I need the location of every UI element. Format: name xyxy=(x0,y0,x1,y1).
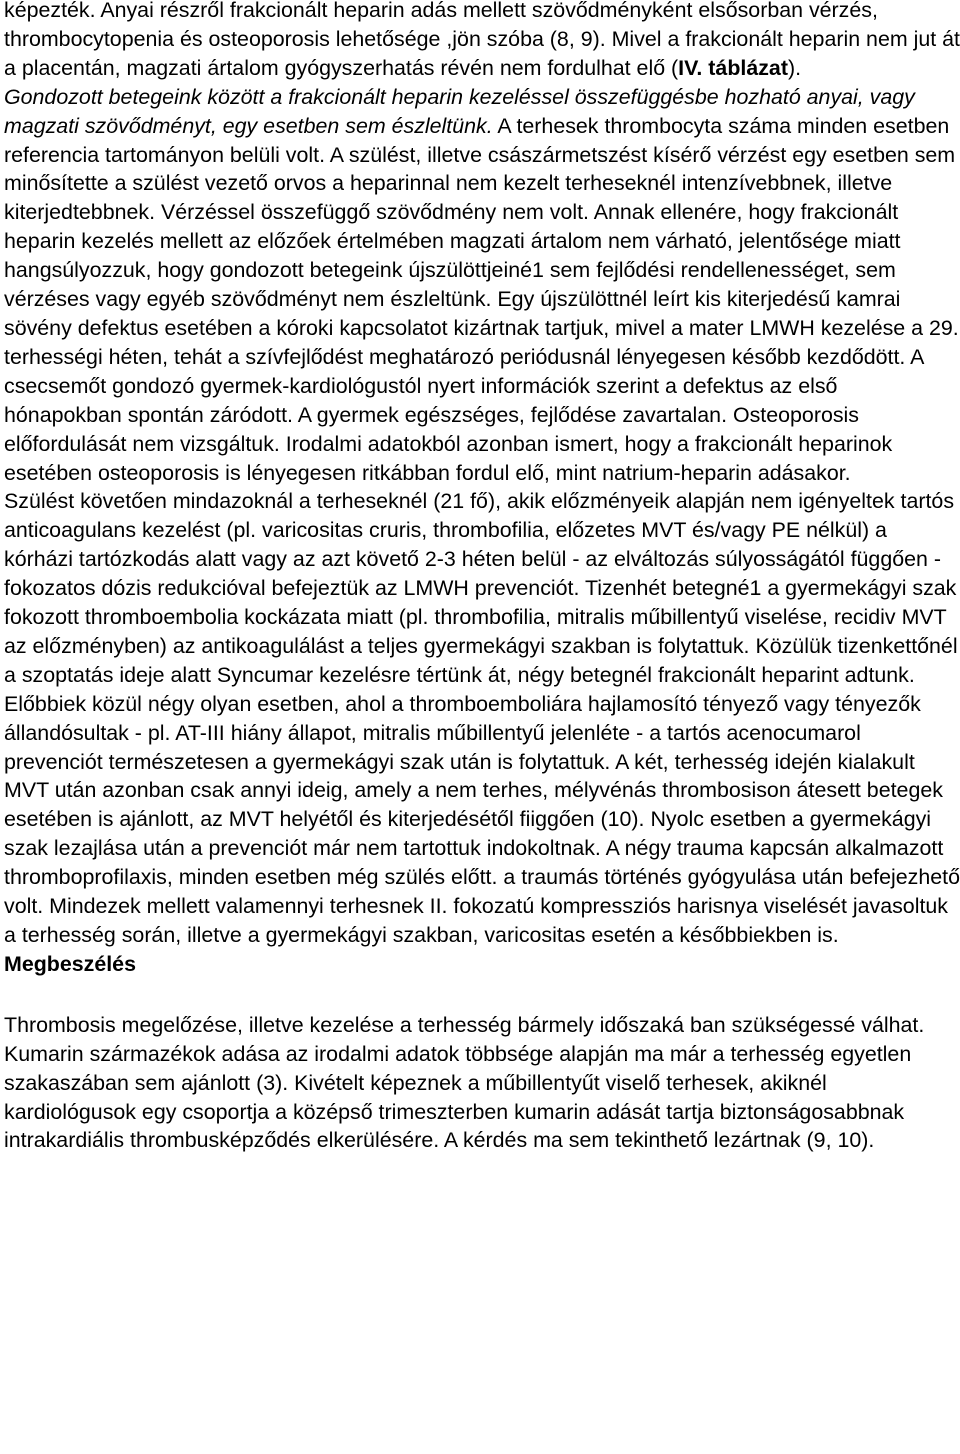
paragraph-1-text-mid: ). xyxy=(787,55,802,80)
paragraph-postpartum: Szülést követően mindazoknál a terheseknél (21 fő), akik előzményeik alapján nem igényeltek tartós anticoagulans kezelést (pl. varicositas cruris, thrombofilia, előzetes MVT és/vagy PE nélkül) a kórházi tartózkodás alatt vagy az azt követő 2-3 héten belül - az elváltozás súlyosságától függően - fokozatos dózis redukcióval befejeztük az LMWH prevenciót. Tizenhét betegné1 a gyermekágyi szak fokozott thromboembolia kockázata miatt (pl. thrombofilia, mitralis műbillentyű viselése, recidiv MVT az előzményben) az antikoagulálást a teljes gyermekágyi szakban is folytattuk. Közülük tizenkettőnél a szoptatás ideje alatt Syncumar kezelésre tértünk át, négy betegnél frakcionált heparint adtunk. Előbbiek közül négy olyan esetben, ahol a thromboemboliára hajlamosító tényező vagy tényezők állandósultak - pl. AT-III hiány állapot, mitralis műbillentyű jelenléte - a tartós acenocumarol prevenciót természetesen a gyermekágyi szak után is folytattuk. A két, terhesség idején kialakult MVT után azonban csak annyi ideig, amely a nem terhes, mélyvénás thrombosison átesett betegek esetében is ajánlott, az MVT helyétől és kiterjedésétől fiiggően (10). Nyolc esetben a gyermekágyi szak lezajlása után a prevenciót már nem tartottuk indokoltnak. A négy trauma kapcsán alkalmazott thromboprofilaxis, minden esetben még szülés előtt. a traumás történés gyógyulása után befejezhető volt. Mindezek mellett valamennyi terhesnek II. fokozatú kompressziós harisnya viselését javasoltuk a terhesség során, illetve a gyermekágyi szakban, varicositas esetén a későbbiekben is. xyxy=(4,489,960,947)
paragraph-1-text-end: A terhesek thrombocyta száma minden esetben referencia tartományon belüli volt. A szülést, illetve császármetszést kísérő vérzést egy esetben sem minősítette a szülést vezető orvos a heparinnal nem kezelt terheseknél intenzívebbnek, illetve kiterjedtebbnek. Vérzéssel összefüggő szövődmény nem volt. Annak ellenére, hogy frakcionált heparin kezelés mellett az előzőek értelmében magzati ártalom nem várható, jelentősége miatt hangsúlyozzuk, hogy gondozott betegeink újszülöttjeiné1 sem fejlődési rendellenességet, sem vérzéses vagy egyéb szövődményt nem észleltünk. Egy újszülöttnél leírt kis kiterjedésű kamrai sövény defektus esetében a kóroki kapcsolatot kizártnak tartjuk, mivel a mater LMWH kezelése a 29. terhességi héten, tehát a szívfejlődést meghatározó periódusnál lényegesen később kezdődött. A csecsemőt gondozó gyermek-kardiológustól nyert információk szerint a defektus az első hónapokban spontán záródott. A gyermek egészséges, fejlődése zavartalan. Osteoporosis előfordulását nem vizsgáltuk. Irodalmi adatokból azonban ismert, hogy a frakcionált heparinok esetében osteoporosis is lényegesen ritkábban fordul elő, mint natrium-heparin adásakor. xyxy=(4,113,959,485)
table-reference: IV. táblázat xyxy=(678,55,788,80)
paragraph-complications xyxy=(4,0,960,487)
paragraph-discussion: Thrombosis megelőzése, illetve kezelése a terhesség bármely időszaká ban szükségessé válhat. Kumarin származékok adása az irodalmi adatok többsége alapján ma már a terhesség egyetlen szakaszában sem ajánlott (3). Kivételt képeznek a műbillentyűt viselő terhesek, akiknél kardiológusok egy csoportja a középső trimeszterben kumarin adását tartja biztonságosabbnak intrakardiális thrombusképződés elkerülésére. A kérdés ma sem tekinthető lezártnak (9, 10). xyxy=(4,1012,925,1153)
document-body xyxy=(4,0,960,1155)
italic-finding-sentence: Gondozott betegeink között a frakcionált heparin kezeléssel összefüggésbe hozható anyai, vagy magzati szövődményt, egy esetben sem észleltünk. xyxy=(4,84,915,138)
section-heading: Megbeszélés xyxy=(4,951,136,976)
paragraph-1-text-start: képezték. Anyai részről frakcionált heparin adás mellett szövődményként elsősorban vérzés, thrombocytopenia és osteoporosis lehetősége ,jön szóba (8, 9). Mivel a frakcionált heparin nem jut át a placentán, magzati ártalom gyógyszerhatás révén nem fordulhat elő ( xyxy=(4,0,960,80)
